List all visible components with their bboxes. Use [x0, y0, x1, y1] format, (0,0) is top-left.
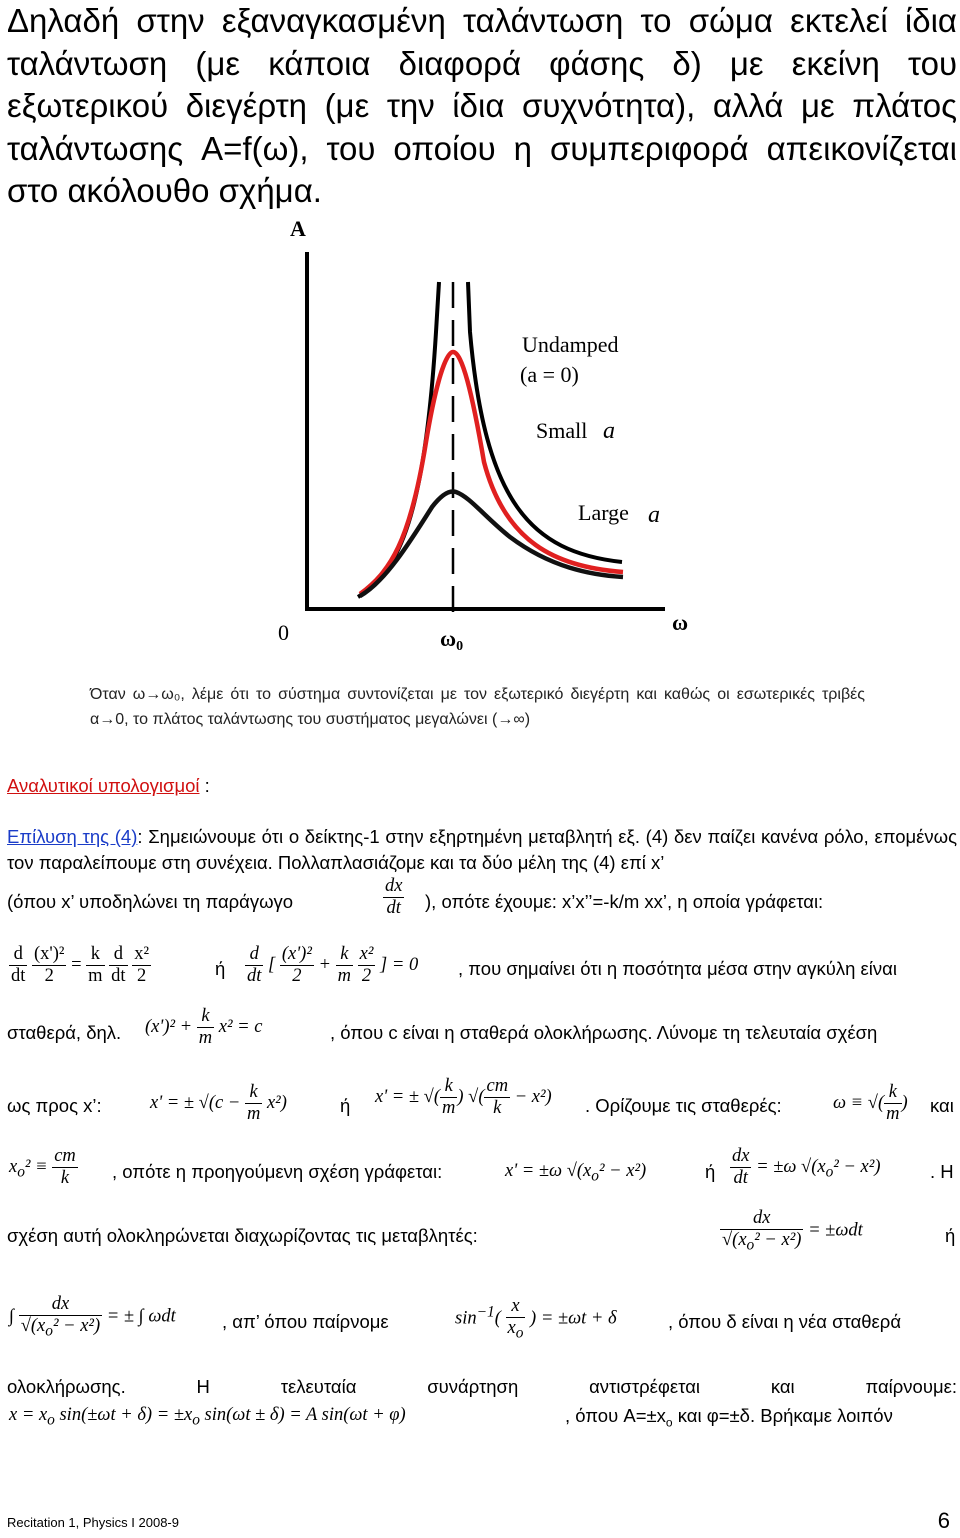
- section-heading: [7, 775, 210, 797]
- equation-squares: $\frac{d}{dt}$ $\frac{\text{(x')²}}{2}$ = $\frac{k}{m}$ $\frac{d}{dt}$ $\frac{\text{x²}}{2}$: [11, 944, 149, 986]
- omega0-label: ω0: [440, 626, 464, 654]
- int-eq: ∫ $\frac{dx}{√(x_o^2 - x^2)}$ = ± ∫ ωdt: [9, 1294, 176, 1340]
- heading-colon: :: [199, 775, 210, 796]
- equation-bracket: $\frac{d}{dt}$ [ $\frac{\text{(x')²}}{2}$ + $\frac{k}{m}$ $\frac{\text{x²}}{2}$ ] = 0: [247, 944, 419, 986]
- const-line-a: σταθερά, δηλ.: [7, 1022, 122, 1043]
- resp-eq-2: x' = ± √( $\frac{k}{m}$ ) √( $\frac{cm}{k}$ − x²): [375, 1076, 552, 1118]
- final-eq: $x = x_o$ $\sin(\pm\omega t + \delta) = \pm x_o$ sin(ωt ± δ) = A sin(ωt + φ): [9, 1405, 406, 1429]
- label-small-a: a: [603, 418, 615, 444]
- y-axis-label: A: [290, 216, 306, 241]
- resp-eq-1: x' = ± √(c − $\frac{k}{m}$ x²): [150, 1082, 287, 1124]
- sep-eq: $\frac{dx}{√(x_o^2 - x^2)}$ = ±ωdt: [722, 1208, 863, 1254]
- label-undamped: Undamped: [522, 332, 619, 357]
- or-1: ή: [215, 958, 226, 979]
- final-line-b: , όπου $A=\pm x_o$ και φ=±δ. Βρήκαμε λοιπόν: [565, 1405, 893, 1430]
- intro-paragraph: Δηλαδή στην εξαναγκασμένη ταλάντωση το σώμα εκτελεί ίδια ταλάντωση (με κάποια διαφορά φάσης δ) με εκείνη του εξωτερικού διεγέρτη (με την ίδια συχνότητα), αλλά με πλάτος ταλάντωσης A=f(ω), του οποίου η συμπεριφορά απεικονίζεται στο ακόλουθο σχήμα.: [7, 2, 957, 209]
- bracket-tail: , που σημαίνει ότι η ποσότητα μέσα στην αγκύλη είναι: [458, 958, 897, 979]
- resonance-figure: [270, 212, 710, 667]
- int-line-b: , απ’ όπου παίρνομε: [222, 1311, 389, 1332]
- or-3: ή: [705, 1161, 716, 1182]
- or-2: ή: [340, 1095, 351, 1116]
- solve-paragraph-text: : Σημειώνουμε ότι ο δείκτης-1 στην εξηρτημένη μεταβλητή εξ. (4) δεν παίζει κανένα ρόλο, επομένως τον παραλείπουμε στη συνέχεια. Πολλαπλασιάζομε και τα δύο μέλη της (4) επί x’: [7, 826, 957, 873]
- footer-text: Recitation 1, Physics I 2008-9: [7, 1515, 179, 1530]
- label-undamped-a: (a = 0): [520, 362, 579, 387]
- omega-def: ω ≡ √( $\frac{k}{m}$ ): [833, 1082, 908, 1124]
- xo-line-b: , οπότε η προηγούμενη σχέση γράφεται:: [112, 1161, 443, 1182]
- solve-link[interactable]: Επίλυση της (4): [7, 826, 138, 847]
- derivative-line-a: (όπου x’ υποδηλώνει τη παράγωγο: [7, 891, 294, 912]
- resonance-plot: [270, 212, 710, 662]
- figure-caption: Όταν ω→ω₀, λέμε ότι το σύστημα συντονίζεται με τον εξωτερικό διεγέρτη και καθώς οι εσωτερικές τριβές α→0, το πλάτος ταλάντωσης του συστήματος μεγαλώνει (→∞): [90, 686, 865, 728]
- xo-eq-2: $\frac{dx}{dt}$ = ±ω $√(x_o^2 - x^2)$: [732, 1146, 881, 1188]
- section-heading-text[interactable]: Αναλυτικοί υπολογισμοί: [7, 775, 200, 796]
- label-large: Large: [578, 500, 629, 525]
- label-large-a: a: [648, 502, 660, 528]
- sep-line: σχέση αυτή ολοκληρώνεται διαχωρίζοντας τις μεταβλητές:: [7, 1225, 478, 1246]
- resp-line-b: . Ορίζουμε τις σταθερές:: [585, 1095, 782, 1116]
- arcsin-eq: $\sin^{-1}$( $\frac{x}{x_o}$ ) = ±ωt + δ: [455, 1296, 617, 1342]
- const-equation: (x')² + $\frac{k}{m}$ x² = c: [145, 1006, 263, 1048]
- dx-dt-fraction: $\frac{dx}{dt}$: [385, 876, 403, 918]
- resp-line-a: ως προς x’:: [7, 1095, 102, 1116]
- label-small: Small: [536, 418, 588, 443]
- or-4: ή: [945, 1225, 956, 1246]
- const-line-b: , όπου c είναι η σταθερά ολοκλήρωσης. Λύνομε τη τελευταία σχέση: [330, 1022, 878, 1043]
- origin-label: 0: [278, 620, 289, 645]
- h-word: . Η: [930, 1161, 954, 1182]
- x-axis-label: ω: [672, 610, 689, 635]
- page-number: 6: [937, 1508, 950, 1533]
- int-line-c: , όπου δ είναι η νέα σταθερά: [668, 1311, 902, 1332]
- and-1: και: [930, 1095, 954, 1116]
- derivative-line-b: ), οπότε έχουμε: x’x’’=-k/m xx’, η οποία γράφεται:: [425, 891, 824, 912]
- final-line-a: ολοκλήρωσης. Η τελευταία συνάρτηση αντιστρέφεται και παίρνουμε:: [7, 1376, 957, 1397]
- xo-eq-1: x' = ±ω $√(x_o^2 - x^2)$: [505, 1161, 647, 1185]
- xo-def: $x_o^2$ ≡ $\frac{cm}{k}$: [9, 1146, 76, 1188]
- solve-paragraph: [7, 824, 957, 876]
